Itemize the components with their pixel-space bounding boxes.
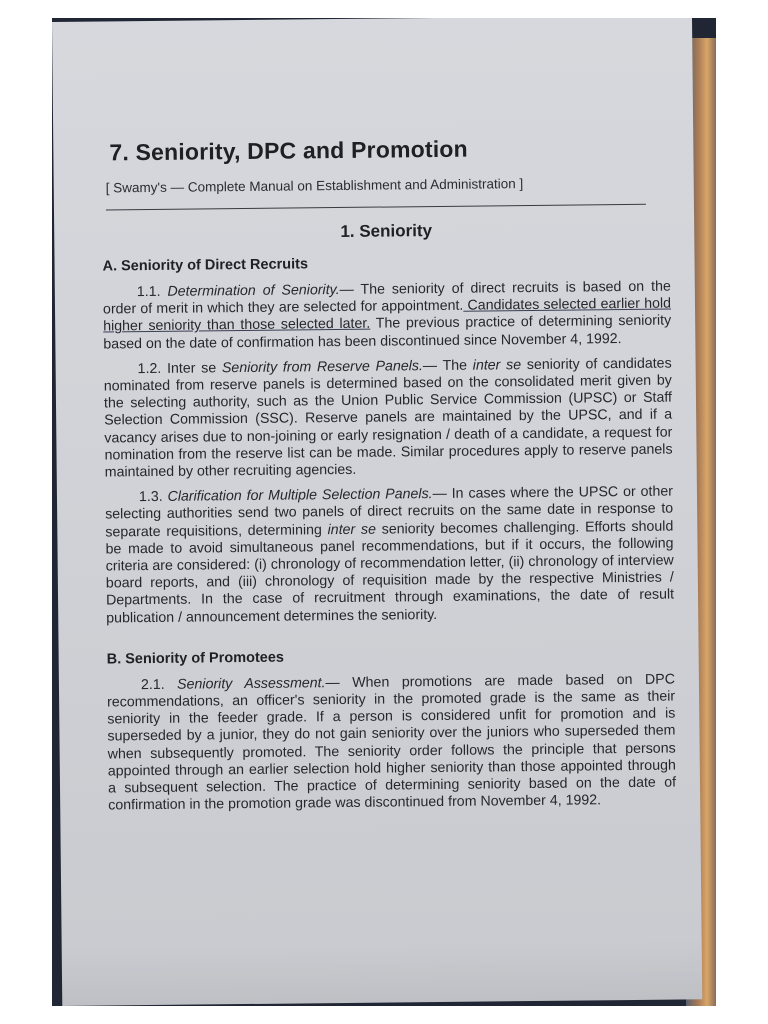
paragraph-2-1 [107, 671, 676, 815]
paragraph-1-1 [103, 279, 672, 354]
chapter-title: 7. Seniority, DPC and Promotion [109, 135, 468, 166]
para-text: The [436, 357, 473, 374]
para-text: When promotions are made based on DPC recommendations, an officer's seniority in the promoted grade is the same as their seniority in the feeder grade. If a person is considered unfit for promotion and is superseded by a junior, they do not gain seniority over the juniors who superseded them when subsequently promoted. The seniority order follows the principle that persons appointed through an earlier selection hold higher seniority than those appointed through a subsequent selection. The practice of determining seniority based on the date of confirmation in the promotion grade was discontinued from November 4, 1992. [107, 671, 677, 814]
underlined-text: Candidates selected earlier hold higher seniority than those selected later. [103, 295, 672, 335]
para-text-rest: seniority becomes challenging. Efforts should be made to avoid simultaneous panel recommendations, but if it occurs, the following criteria are considered: (i) chronology of recommendation letter, (ii) chronology of interview board reports, and (iii) chronology of requisition made by the respective Ministries / Departments. In the case of recruitment through examinations, the date of result publication / announcement determines the seniority. [105, 518, 675, 627]
para-number: 2.1. [140, 676, 165, 693]
para-number: 1.3. [138, 489, 163, 506]
subsection-title-a: A. Seniority of Direct Recruits [102, 256, 309, 275]
subsection-title-b: B. Seniority of Promotees [106, 649, 285, 668]
para-italic: inter se [327, 521, 377, 538]
para-text: The seniority of direct recruits is based on the order of merit in which they are selected for appointment. [102, 278, 671, 318]
para-pre: Inter se [161, 360, 217, 377]
para-heading: Seniority Assessment.— [177, 674, 340, 693]
page-shadow [62, 939, 703, 1006]
para-text-rest: The previous practice of determining seniority based on the date of confirmation has been discontinued since November 4, 1992. [103, 312, 672, 353]
document-page [52, 18, 702, 1006]
section-title: 1. Seniority [340, 221, 433, 241]
divider [106, 204, 646, 211]
source-reference: [ Swamy's — Complete Manual on Establishment and Administration ] [105, 176, 524, 196]
para-number: 1.2. [137, 360, 162, 377]
paragraph-1-2 [104, 355, 673, 481]
para-text: In cases where the UPSC or other selecting authorities send two panels of direct recruits on the same date in response to separate requisitions, determining [105, 483, 674, 541]
para-heading: Seniority from Reserve Panels.— [216, 357, 438, 377]
para-text-rest: seniority of candidates nominated from reserve panels is determined based on the consolidated merit given by the selecting authority, such as the Union Public Service Commission (UPSC) or Staff Selection Commission (SSC). Reserve panels are maintained by the UPSC, and if a vacancy arises due to non-joining or early resignation / death of a candidate, a request for nomination from the reserve list can be made. Similar procedures apply to reserve panels maintained by other recruiting agencies. [103, 355, 673, 481]
para-heading: Clarification for Multiple Selection Panels.— [167, 486, 447, 506]
paragraph-1-3 [105, 484, 674, 628]
para-number: 1.1. [136, 283, 161, 301]
para-heading: Determination of Seniority.— [167, 281, 354, 300]
para-italic: inter se [472, 356, 522, 374]
photo-background [52, 18, 716, 1006]
page-content [101, 134, 676, 823]
